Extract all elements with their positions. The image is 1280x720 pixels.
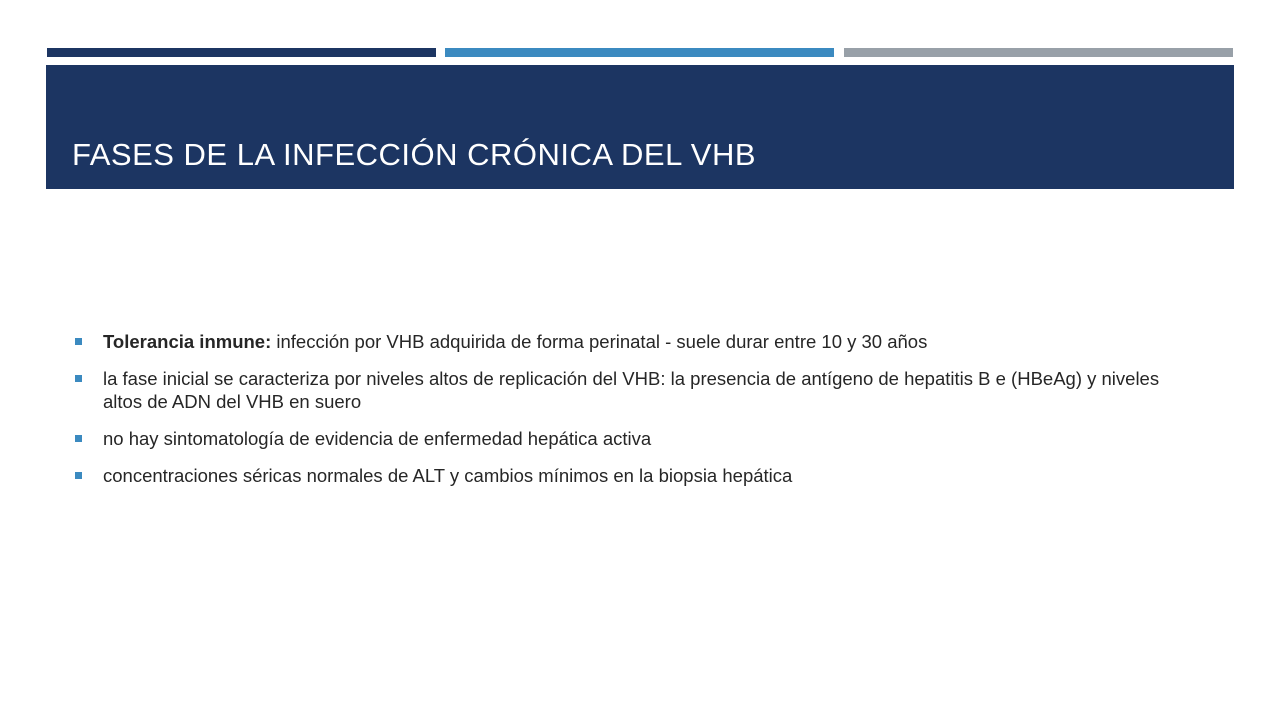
bullet-list — [74, 330, 1184, 501]
bullet-item — [74, 464, 1184, 487]
accent-bar-gray — [844, 48, 1233, 57]
bullet-text: infección por VHB adquirida de forma perinatal - suele durar entre 10 y 30 años — [271, 331, 928, 352]
bullet-item — [74, 427, 1184, 450]
bullet-text: la fase inicial se caracteriza por niveles altos de replicación del VHB: la presencia de antígeno de hepatitis B e (HBeAg) y niveles altos de ADN del VHB en suero — [103, 368, 1160, 412]
square-bullet-icon — [75, 338, 82, 345]
square-bullet-icon — [75, 472, 82, 479]
square-bullet-icon — [75, 375, 82, 382]
accent-bar-dark — [47, 48, 436, 57]
bullet-item — [74, 330, 1184, 353]
square-bullet-icon — [75, 435, 82, 442]
bullet-text: concentraciones séricas normales de ALT y cambios mínimos en la biopsia hepática — [103, 465, 793, 486]
bullet-item — [74, 367, 1184, 413]
bullet-text: no hay sintomatología de evidencia de enfermedad hepática activa — [103, 428, 652, 449]
bullet-lead: Tolerancia inmune: — [103, 331, 272, 352]
slide-title: FASES DE LA INFECCIÓN CRÓNICA DEL VHB — [72, 137, 757, 172]
accent-bar-blue — [445, 48, 834, 57]
title-band — [46, 65, 1234, 189]
